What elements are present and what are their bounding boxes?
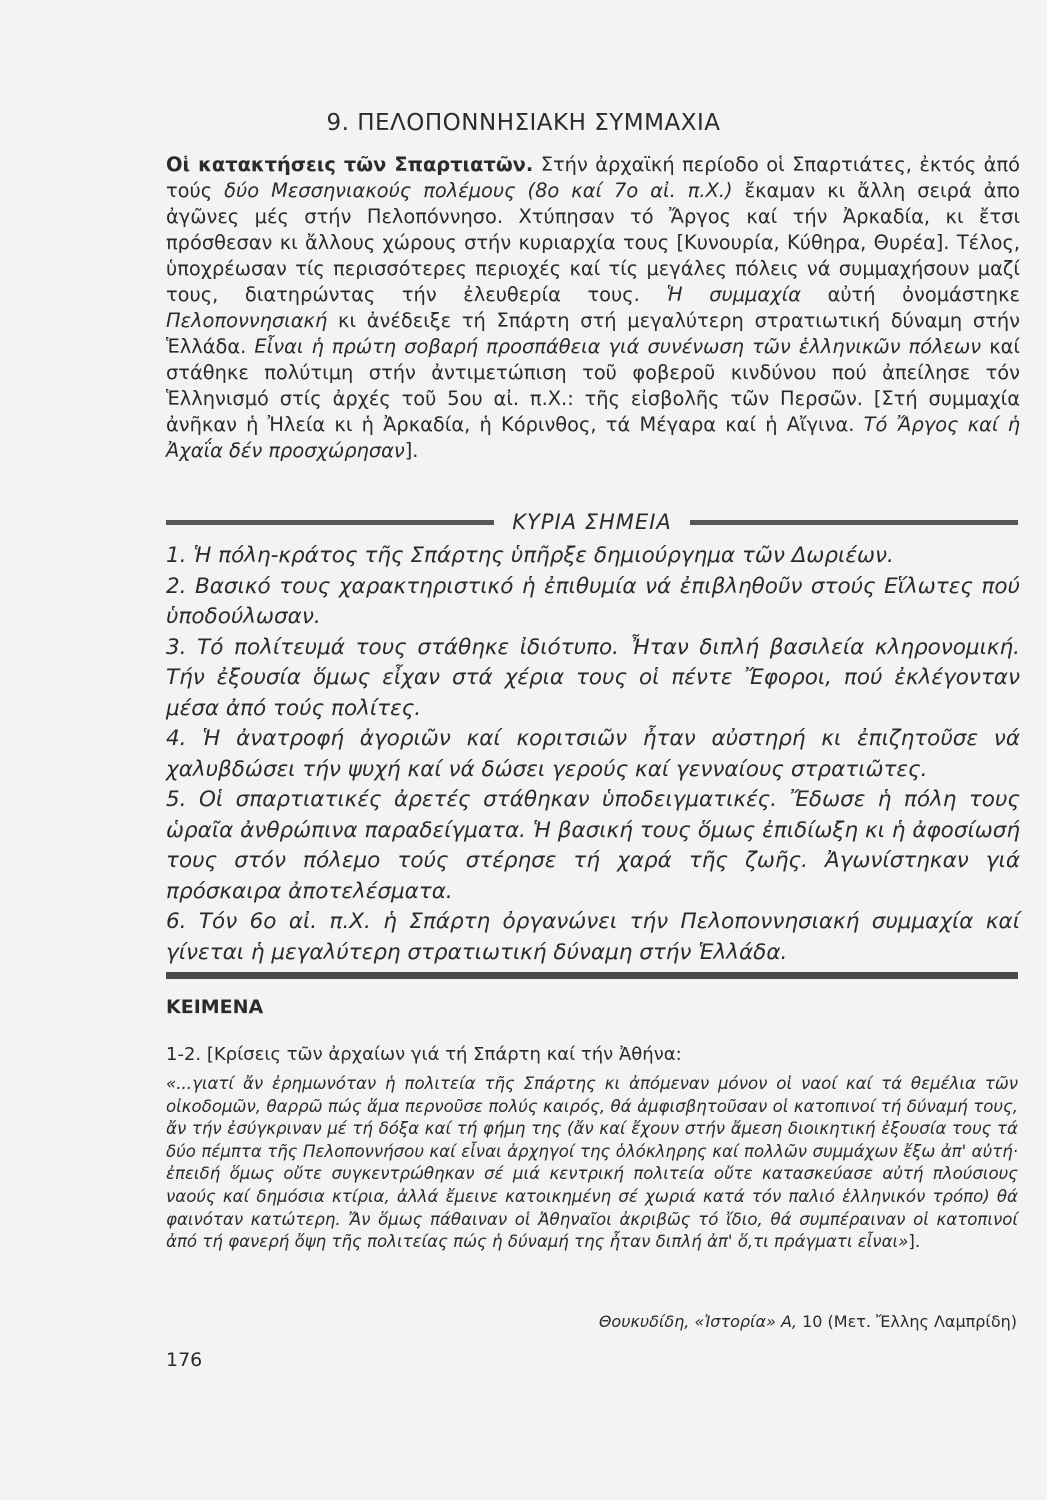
- intro-paragraph: [166, 152, 1020, 464]
- section-divider: [166, 972, 1018, 979]
- texts-heading: ΚΕΙΜΕΝΑ: [166, 996, 264, 1018]
- key-point-5: 5. Οἱ σπαρτιατικές ἀρετές στάθηκαν ὑποδειγματικές. Ἔδωσε ἡ πόλη τους ὡραῖα ἀνθρώπινα παραδείγματα. Ἡ βασική τους ὅμως ἐπιδίωξη κι ἡ ἀφοσίωσή τους στόν πόλεμο τούς στέρησε τή χαρά τῆς ζωῆς. Ἀγωνίστηκαν γιά πρόσκαιρα ἀποτελέσματα.: [166, 787, 1020, 904]
- intro-text-3: αὐτή ὀνομάστηκε: [800, 283, 1020, 306]
- key-point-6: 6. Τόν 6ο αἰ. π.Χ. ἡ Σπάρτη ὀργανώνει τήν Πελοποννησιακή συμμαχία καί γίνεται ἡ μεγαλύτερη στρατιωτική δύναμη στήν Ἑλλάδα.: [166, 909, 1020, 965]
- key-point-4: 4. Ἡ ἀνατροφή ἀγοριῶν καί κοριτσιῶν ἦταν αὐστηρή κι ἐπιζητοῦσε νά χαλυβδώσει τήν ψυχή καί νά δώσει γερούς καί γενναίους στρατιῶτες.: [166, 726, 1020, 782]
- intro-italic-4: Εἶναι ἡ πρώτη σοβαρή προσπάθεια γιά συνένωση τῶν ἑλληνικῶν πόλεων: [254, 335, 982, 358]
- key-points-heading: ΚΥΡΙΑ ΣΗΜΕΙΑ: [512, 510, 672, 534]
- intro-lead: Οἱ κατακτήσεις τῶν Σπαρτιατῶν.: [166, 153, 534, 176]
- quote-end: ].: [908, 1232, 921, 1252]
- key-point-1: 1. Ἡ πόλη-κράτος τῆς Σπάρτης ὑπῆρξε δημιούργημα τῶν Δωριέων.: [166, 543, 894, 568]
- key-point-3: 3. Τό πολίτευμά τους στάθηκε ἰδιότυπο. Ἦταν διπλή βασιλεία κληρονομική. Τήν ἐξουσία ὅμως εἶχαν στά χέρια τους οἱ πέντε Ἔφοροι, πού ἐκλέγονταν μέσα ἀπό τούς πολίτες.: [166, 634, 1020, 721]
- source-label: 1-2. [Κρίσεις τῶν ἀρχαίων γιά τή Σπάρτη καί τήν Ἀθήνα:: [166, 1044, 682, 1065]
- intro-italic-1: δύο Μεσσηνιακούς πολέμους (8ο καί 7ο αἰ. π.Χ.): [224, 179, 733, 202]
- intro-text-5: καί στάθηκε πολύτιμη στήν ἀντιμετώπιση τοῦ φοβεροῦ κινδύνου πού ἀπείλησε τόν Ἑλληνισμό στίς ἀρχές τοῦ 5ου αἰ. π.Χ.: τῆς εἰσβολῆς τῶν Περσῶν. [Στή συμμαχία ἀνῆκαν ἡ Ἠλεία κι ἡ Ἀρκαδία, ἡ Κόρινθος, τά Μέγαρα καί ἡ Αἴγινα.: [166, 335, 1020, 436]
- citation-italic: Θουκυδίδη, «Ἱστορία» Α,: [598, 1312, 797, 1331]
- key-point-2: 2. Βασικό τους χαρακτηριστικό ἡ ἐπιθυμία νά ἐπιβληθοῦν στούς Εἵλωτες πού ὑποδούλωσαν.: [166, 573, 1020, 629]
- intro-text-6: ].: [404, 439, 419, 462]
- key-points-divider: [166, 507, 1018, 537]
- quote-text: «...γιατί ἄν ἐρημωνόταν ἡ πολιτεία τῆς Σπάρτης κι ἀπόμεναν μόνον οἱ ναοί καί τά θεμέλια τῶν οἰκοδομῶν, θαρρῶ πώς ἅμα περνοῦσε πολύς καιρός, θά ἀμφισβητοῦσαν οἱ κατοπινοί τή δύναμή τους, ἄν τήν ἐσύγκριναν μέ τή δόξα καί τή φήμη της (ἄν καί ἔχουν στήν ἄμεση διοικητική ἐξουσία τους τά δύο πέμπτα τῆς Πελοποννήσου καί εἶναι ἀρχηγοί της ὁλόκληρης καί πολλῶν συμμάχων ἔξω ἀπ' αὐτή· ἐπειδή ὅμως οὔτε συγκεντρώθηκαν σέ μιά κεντρική πολιτεία οὔτε κατασκεύασε αὐτή πλούσιους ναούς καί δημόσια κτίρια, ἀλλά ἔμεινε κατοικημένη σέ χωριά κατά τόν παλιό ἑλληνικόν τρόπο) θά φαινόταν κατώτερη. Ἄν ὅμως πάθαιναν οἱ Ἀθηναῖοι ἀκριβῶς τό ἴδιο, θά συμπέραιναν οἱ κατοπινοί ἀπό τή φανερή ὄψη τῆς πολιτείας πώς ἡ δύναμή της ἦταν διπλή ἀπ' ὅ,τι πράγματι εἶναι»: [166, 1074, 1018, 1252]
- intro-italic-5: Τό Ἄργος καί ἡ Ἀχαΐα δέν προσχώρησαν: [166, 413, 1020, 462]
- key-points-list: [166, 541, 1020, 968]
- citation: [599, 1312, 1017, 1331]
- page-number: 176: [166, 1349, 203, 1371]
- quote-block: [166, 1073, 1018, 1254]
- intro-italic-2: Ἡ συμμαχία: [666, 283, 801, 306]
- intro-italic-3: Πελοποννησιακή: [166, 309, 328, 332]
- intro-text-4: κι ἀνέδειξε τή Σπάρτη στή μεγαλύτερη στρατιωτική δύναμη στήν Ἑλλάδα.: [166, 309, 1020, 358]
- page-title: 9. ΠΕΛΟΠΟΝΝΗΣΙΑΚΗ ΣΥΜΜΑΧΙΑ: [326, 110, 721, 136]
- divider-bar-left: [166, 520, 494, 525]
- intro-text-1: Στήν ἀρχαϊκή περίοδο οἱ Σπαρτιάτες, ἐκτός ἀπό τούς: [166, 153, 1021, 202]
- divider-bar-right: [690, 520, 1018, 525]
- intro-text-2: ἔκαμαν κι ἄλλη σειρά ἀπο ἀγῶνες μές στήν Πελοπόννησο. Χτύπησαν τό Ἄργος καί τήν Ἀρκαδία, κι ἔτσι πρόσθεσαν κι ἄλλους χώρους στήν κυριαρχία τους [Κυνουρία, Κύθηρα, Θυρέα]. Τέλος, ὑποχρέωσαν τίς περισσότερες περιοχές καί τίς μεγάλες πόλεις νά συμμαχήσουν μαζί τους, διατηρώντας τήν ἐλευθερία τους.: [166, 179, 1020, 306]
- citation-rest: 10 (Μετ. Ἔλλης Λαμπρίδη): [796, 1312, 1017, 1331]
